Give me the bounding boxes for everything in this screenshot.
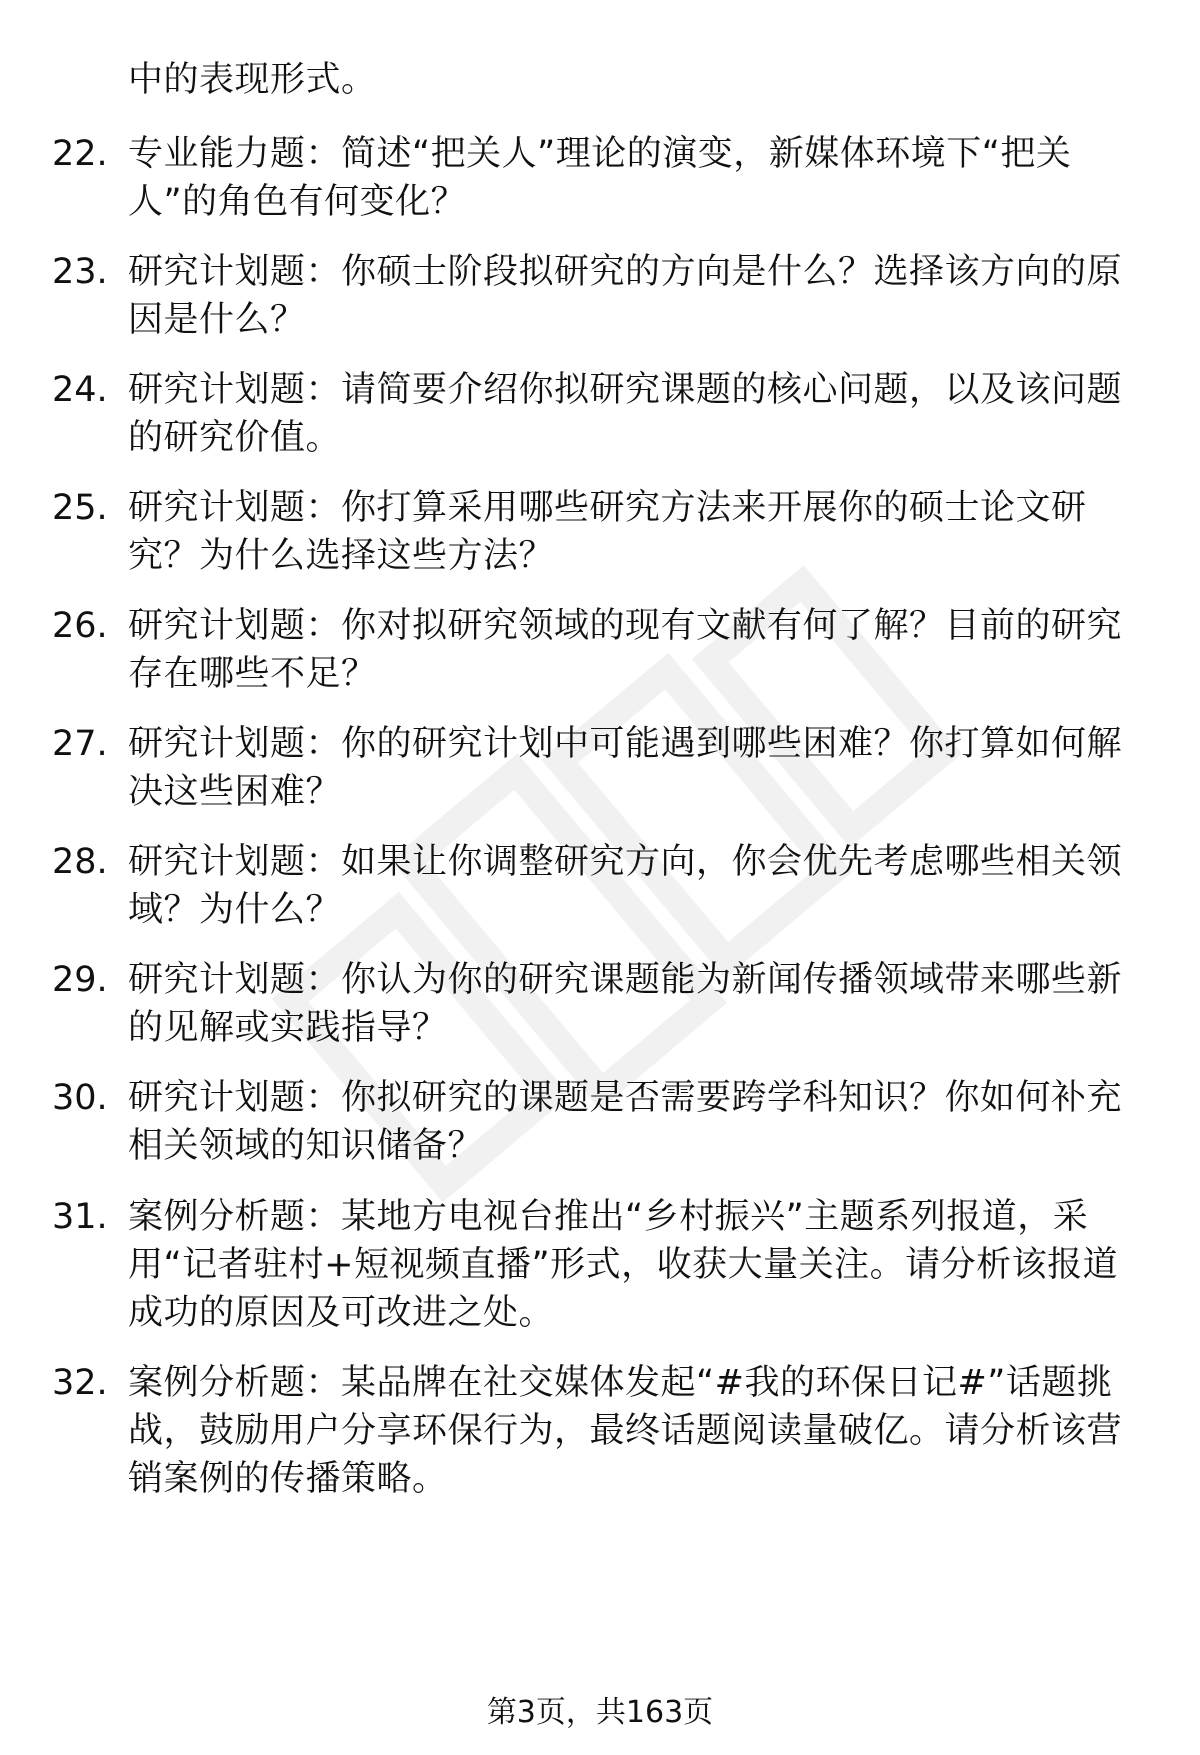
item-text: 研究计划题：你打算采用哪些研究方法来开展你的硕士论文研究？为什么选择这些方法？ [128, 488, 1087, 576]
item-number: 24. [52, 370, 108, 410]
item-text: 专业能力题：简述“把关人”理论的演变，新媒体环境下“把关人”的角色有何变化？ [128, 134, 1072, 222]
item-text: 研究计划题：你的研究计划中可能遇到哪些困难？你打算如何解决这些困难？ [128, 724, 1123, 812]
item-text: 案例分析题：某品牌在社交媒体发起“#我的环保日记#”话题挑战，鼓励用户分享环保行为，最终话题阅读量破亿。请分析该营销案例的传播策略。 [128, 1363, 1123, 1499]
item-text: 研究计划题：如果让你调整研究方向，你会优先考虑哪些相关领域？为什么？ [128, 842, 1123, 930]
item-number: 26. [52, 606, 108, 646]
item-number: 25. [52, 488, 108, 528]
item-text: 研究计划题：请简要介绍你拟研究课题的核心问题，以及该问题的研究价值。 [128, 370, 1123, 458]
continuation-text: 中的表现形式。 [128, 60, 377, 100]
item-text: 研究计划题：你硕士阶段拟研究的方向是什么？选择该方向的原因是什么？ [128, 252, 1123, 340]
item-number: 27. [52, 724, 108, 764]
item-number: 22. [52, 134, 108, 174]
item-number: 29. [52, 960, 108, 1000]
page-footer: 第3页，共163页 [486, 1695, 714, 1730]
item-number: 28. [52, 842, 108, 882]
item-text: 研究计划题：你认为你的研究课题能为新闻传播领域带来哪些新的见解或实践指导？ [128, 960, 1123, 1048]
item-text: 研究计划题：你拟研究的课题是否需要跨学科知识？你如何补充相关领域的知识储备？ [128, 1078, 1123, 1166]
item-number: 23. [52, 252, 108, 292]
item-text: 研究计划题：你对拟研究领域的现有文献有何了解？目前的研究存在哪些不足？ [128, 606, 1123, 694]
item-number: 30. [52, 1078, 108, 1118]
item-text: 案例分析题：某地方电视台推出“乡村振兴”主题系列报道，采用“记者驻村+短视频直播”形式，收获大量关注。请分析该报道成功的原因及可改进之处。 [128, 1197, 1119, 1333]
item-number: 31. [52, 1197, 108, 1237]
item-number: 32. [52, 1363, 108, 1403]
